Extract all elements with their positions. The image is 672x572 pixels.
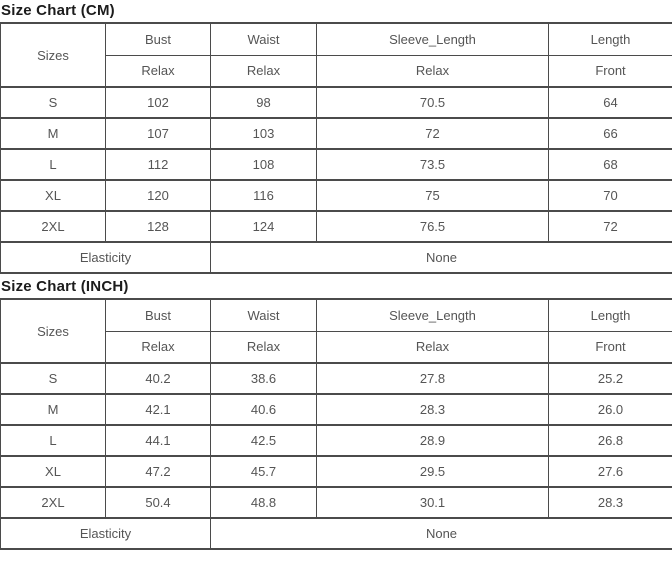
table-row-2xl	[1, 487, 672, 518]
value-cell: 70.5	[317, 87, 549, 118]
size-label-cell: S	[1, 87, 106, 118]
value-cell: 70	[549, 180, 672, 211]
table-row-l	[1, 425, 672, 456]
size-chart-inch-title: Size Chart (INCH)	[1, 278, 129, 295]
size-chart-cm-table	[0, 22, 672, 274]
sub-header-waist: Relax	[211, 55, 317, 87]
value-cell: 47.2	[106, 456, 211, 487]
size-label-cell: 2XL	[1, 211, 106, 242]
value-cell: 26.8	[549, 425, 672, 456]
corner-header-sizes: Sizes	[1, 23, 106, 87]
size-label-cell: M	[1, 118, 106, 149]
sub-header-sleeve-length: Relax	[317, 331, 549, 363]
sub-header-length: Front	[549, 331, 672, 363]
table-row-s	[1, 87, 672, 118]
value-cell: 28.3	[549, 487, 672, 518]
elasticity-label-cell: Elasticity	[1, 242, 211, 273]
column-header-sleeve-length: Sleeve_Length	[317, 299, 549, 331]
value-cell: 30.1	[317, 487, 549, 518]
value-cell: 128	[106, 211, 211, 242]
value-cell: 44.1	[106, 425, 211, 456]
size-label-cell: L	[1, 425, 106, 456]
size-label-cell: XL	[1, 456, 106, 487]
sub-header-length: Front	[549, 55, 672, 87]
value-cell: 42.1	[106, 394, 211, 425]
value-cell: 29.5	[317, 456, 549, 487]
elasticity-row	[1, 242, 672, 273]
value-cell: 38.6	[211, 363, 317, 394]
value-cell: 64	[549, 87, 672, 118]
value-cell: 28.3	[317, 394, 549, 425]
value-cell: 45.7	[211, 456, 317, 487]
value-cell: 72	[317, 118, 549, 149]
sub-header-bust: Relax	[106, 331, 211, 363]
table-row-m	[1, 118, 672, 149]
value-cell: 26.0	[549, 394, 672, 425]
size-label-cell: 2XL	[1, 487, 106, 518]
sub-header-sleeve-length: Relax	[317, 55, 549, 87]
sub-header-waist: Relax	[211, 331, 317, 363]
column-header-waist: Waist	[211, 299, 317, 331]
value-cell: 102	[106, 87, 211, 118]
sub-header-bust: Relax	[106, 55, 211, 87]
size-chart-cm-title: Size Chart (CM)	[1, 2, 115, 19]
corner-header-sizes: Sizes	[1, 299, 106, 363]
value-cell: 66	[549, 118, 672, 149]
value-cell: 75	[317, 180, 549, 211]
value-cell: 28.9	[317, 425, 549, 456]
elasticity-row	[1, 518, 672, 549]
value-cell: 25.2	[549, 363, 672, 394]
size-label-cell: L	[1, 149, 106, 180]
size-label-cell: M	[1, 394, 106, 425]
column-header-bust: Bust	[106, 23, 211, 55]
table-row-l	[1, 149, 672, 180]
value-cell: 112	[106, 149, 211, 180]
value-cell: 76.5	[317, 211, 549, 242]
value-cell: 27.8	[317, 363, 549, 394]
size-label-cell: S	[1, 363, 106, 394]
value-cell: 124	[211, 211, 317, 242]
value-cell: 50.4	[106, 487, 211, 518]
value-cell: 40.6	[211, 394, 317, 425]
value-cell: 103	[211, 118, 317, 149]
value-cell: 72	[549, 211, 672, 242]
column-header-length: Length	[549, 23, 672, 55]
column-header-bust: Bust	[106, 299, 211, 331]
column-header-waist: Waist	[211, 23, 317, 55]
table-row-2xl	[1, 211, 672, 242]
size-label-cell: XL	[1, 180, 106, 211]
table-row-xl	[1, 180, 672, 211]
value-cell: 42.5	[211, 425, 317, 456]
value-cell: 48.8	[211, 487, 317, 518]
header-row-main	[1, 23, 672, 55]
table-row-m	[1, 394, 672, 425]
size-chart-inch-table	[0, 298, 672, 550]
table-row-xl	[1, 456, 672, 487]
table-row-s	[1, 363, 672, 394]
value-cell: 73.5	[317, 149, 549, 180]
column-header-length: Length	[549, 299, 672, 331]
value-cell: 107	[106, 118, 211, 149]
value-cell: 40.2	[106, 363, 211, 394]
header-row-main	[1, 299, 672, 331]
value-cell: 116	[211, 180, 317, 211]
elasticity-value-cell: None	[211, 518, 672, 549]
elasticity-label-cell: Elasticity	[1, 518, 211, 549]
value-cell: 68	[549, 149, 672, 180]
column-header-sleeve-length: Sleeve_Length	[317, 23, 549, 55]
value-cell: 108	[211, 149, 317, 180]
elasticity-value-cell: None	[211, 242, 672, 273]
value-cell: 27.6	[549, 456, 672, 487]
value-cell: 120	[106, 180, 211, 211]
value-cell: 98	[211, 87, 317, 118]
